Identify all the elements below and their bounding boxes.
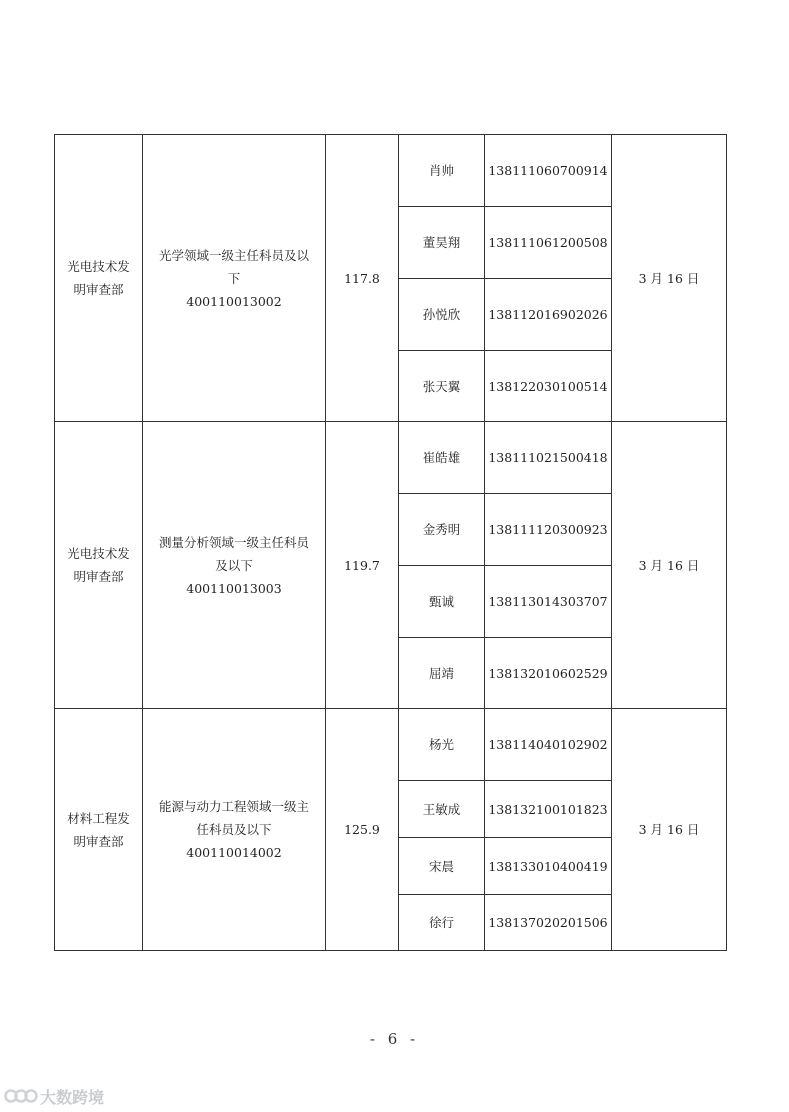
table-row [55,135,727,207]
table-row [55,709,727,781]
position-code: 400110013002 [186,293,282,309]
watermark-text: 大数跨境 [40,1087,105,1107]
score-cell: 125.9 [326,709,399,951]
candidate-name: 金秀明 [399,494,485,566]
candidate-id: 138114040102902 [485,709,612,781]
department-cell [55,422,143,709]
candidate-name: 杨光 [399,709,485,781]
candidate-name: 宋晨 [399,838,485,895]
candidate-name: 张天翼 [399,351,485,422]
position-title-line1: 光学领域一级主任科员及以 [158,247,309,263]
candidate-id: 138122030100514 [485,351,612,422]
candidate-name: 崔皓雄 [399,422,485,494]
department-text: 材料工程发明审查部 [67,810,130,849]
score-cell: 119.7 [326,422,399,709]
position-title-line1: 测量分析领域一级主任科员 [158,534,309,550]
candidate-name: 屈靖 [399,638,485,709]
candidate-name: 孙悦欣 [399,279,485,351]
position-code: 400110013003 [186,580,282,596]
date-cell: 3 月 16 日 [612,135,727,422]
position-title-line2: 下 [227,270,241,286]
candidate-id: 138112016902026 [485,279,612,351]
table-row [55,422,727,494]
department-text: 光电技术发明审查部 [67,546,130,584]
candidate-name: 肖帅 [399,135,485,207]
candidate-name: 徐行 [399,895,485,951]
department-text: 光电技术发明审查部 [67,259,130,297]
candidate-id: 138132010602529 [485,638,612,709]
watermark [4,1084,104,1108]
interview-list-table [54,134,727,951]
candidate-name: 王敏成 [399,781,485,838]
candidate-id: 138111120300923 [485,494,612,566]
department-cell [55,709,143,951]
score-cell: 117.8 [326,135,399,422]
position-title-line1: 能源与动力工程领域一级主 [158,799,309,814]
candidate-id: 138132100101823 [485,781,612,838]
candidate-id: 138137020201506 [485,895,612,951]
candidate-id: 138113014303707 [485,566,612,638]
candidate-id: 138111060700914 [485,135,612,207]
position-cell [143,709,326,951]
candidate-name: 甄诚 [399,566,485,638]
position-code: 400110014002 [186,845,282,860]
date-cell: 3 月 16 日 [612,422,727,709]
watermark-logo-icon [4,1086,38,1106]
candidate-id: 138111021500418 [485,422,612,494]
candidate-id: 138111061200508 [485,207,612,279]
department-cell [55,135,143,422]
page-number: - 6 - [369,1030,420,1048]
position-cell [143,422,326,709]
position-title-line2: 及以下 [215,557,253,573]
position-cell [143,135,326,422]
position-title-line2: 任科员及以下 [196,822,272,837]
date-cell: 3 月 16 日 [612,709,727,951]
candidate-name: 董昊翔 [399,207,485,279]
candidate-id: 138133010400419 [485,838,612,895]
